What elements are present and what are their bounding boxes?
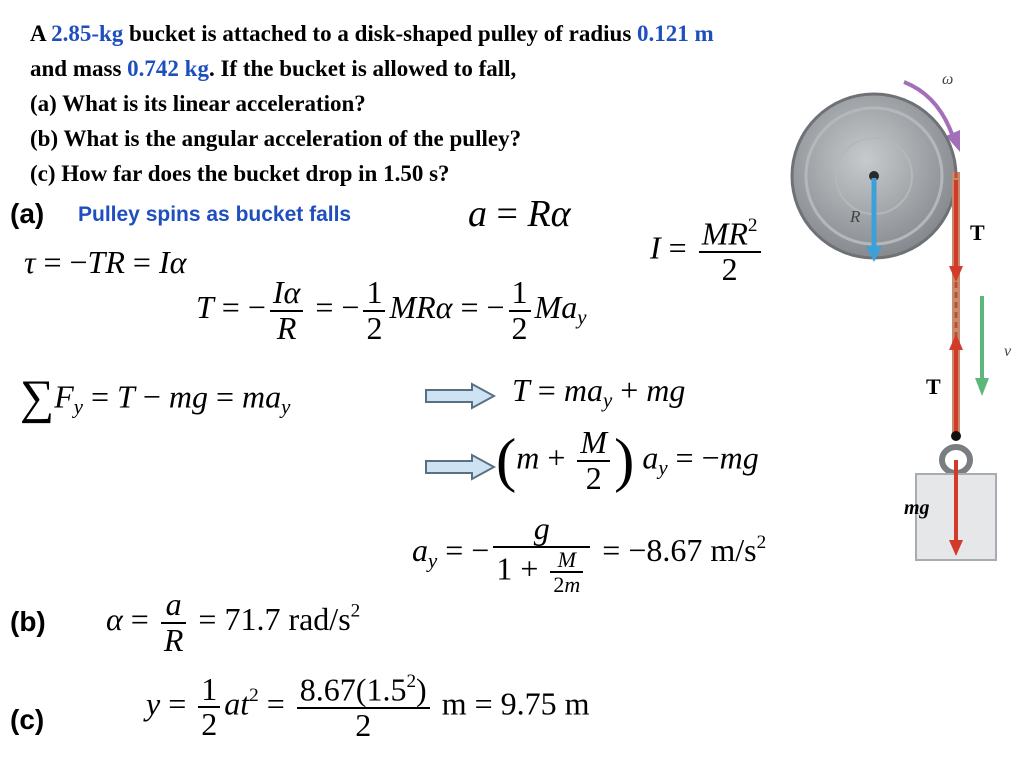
eq-a-equals-r-alpha: a = Rα — [468, 193, 571, 235]
eq-moment-of-inertia: I = $\frac{MR^2}{2}$ — [650, 216, 765, 287]
rope-knot — [951, 431, 961, 441]
weight-label: mg — [904, 497, 930, 519]
problem-line-2 — [30, 51, 910, 86]
tension-arrowhead-top — [949, 266, 963, 282]
eq-acceleration-result: $a_y$ = − g 1 + $\frac{M}{2m}$ = −8.67 $m/s^2$ — [412, 510, 767, 597]
text: A — [30, 21, 52, 46]
velocity-label: v — [1004, 343, 1012, 360]
pulley-radius-value: 0.121 m — [637, 21, 714, 46]
eq-angular-acceleration: α = $\frac{a}{R}$ = 71.7 rad/$s^2$ — [106, 586, 361, 658]
implies-arrow-2 — [424, 453, 496, 481]
acceleration-value: −8.67 m/s — [628, 532, 757, 569]
tension-label-bottom: T — [926, 374, 941, 399]
tension-label-top: T — [970, 220, 985, 245]
omega-label: ω — [942, 71, 954, 88]
pulley-mass-value: 0.742 kg — [127, 56, 209, 81]
part-a-label: (a) — [10, 198, 45, 229]
note-pulley-spins: Pulley spins as bucket falls — [78, 203, 352, 226]
question-a: (a) What is its linear acceleration? — [30, 91, 366, 116]
part-c-label: (c) — [10, 704, 45, 735]
implies-arrow-1 — [424, 382, 496, 410]
text: and mass — [30, 56, 128, 81]
eq-combined: (m + $\frac{M}{2}$ ) $a_y = -mg$ — [496, 424, 759, 496]
problem-statement — [30, 16, 910, 191]
text: bucket is attached to a disk-shaped pulley of radius — [123, 21, 638, 46]
eq-tension-result: $T = ma_y$ + mg — [512, 372, 686, 413]
eq-tension-derivation: T = − $\frac{I\alpha}{R}$ = − $\frac{1}{2}$ MRα = − $\frac{1}{2}$ $Ma_y$ — [196, 274, 587, 346]
radius-label: R — [850, 207, 861, 226]
bucket-mass-value: 2.85-kg — [51, 21, 124, 46]
question-b: (b) What is the angular acceleration of the pulley? — [30, 126, 522, 151]
eq-drop-distance: y = $\frac{1}{2}$ $at^2$ = $\frac{8.67(1.5^2)}{2}$ m = 9.75 m — [146, 670, 590, 744]
tension-arrowhead-bottom — [949, 334, 963, 350]
eq-newton-second-law: $\sum F_y = T$ − mg = $ma_y$ — [20, 371, 291, 424]
drop-numerator: 8.67(1.5 — [299, 671, 407, 708]
problem-line-1 — [30, 16, 910, 51]
angular-acceleration-value: 71.7 rad/s — [224, 600, 351, 637]
text: . If the bucket is allowed to fall, — [208, 56, 517, 81]
question-c: (c) How far does the bucket drop in 1.50 s? — [30, 161, 450, 186]
drop-distance-value: m = 9.75 m — [441, 685, 590, 722]
eq-torque: τ = −TR = Iα — [24, 244, 187, 280]
velocity-arrowhead — [975, 378, 989, 396]
part-b-label: (b) — [10, 606, 46, 637]
pulley-bucket-figure — [780, 60, 1024, 570]
